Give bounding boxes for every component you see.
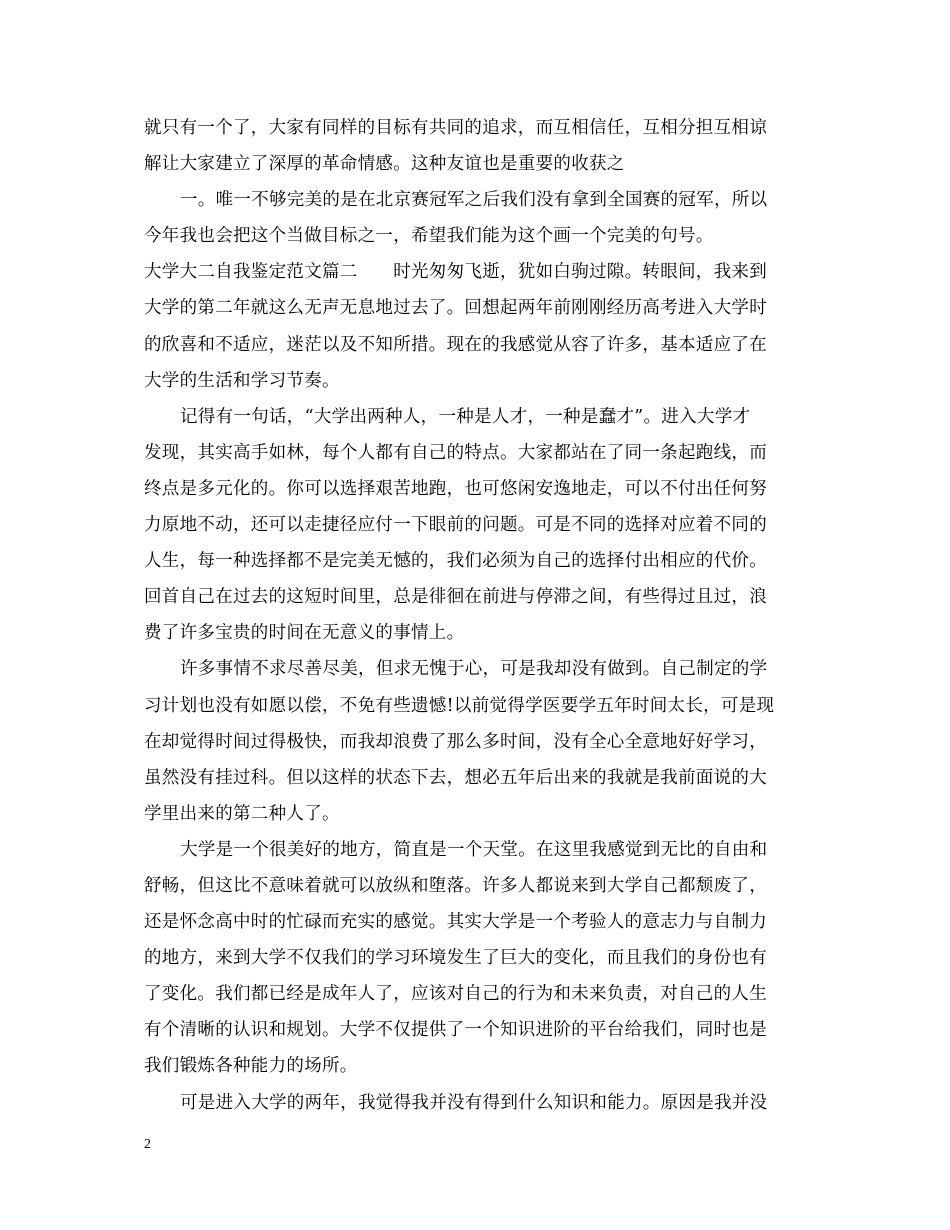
text-line: 有个清晰的认识和规划。大学不仅提供了一个知识进阶的平台给我们，同时也是 (144, 1020, 767, 1041)
text-line: 解让大家建立了深厚的革命情感。这种友谊也是重要的收获之 (144, 154, 625, 175)
text-line: 习计划也没有如愿以偿，不免有些遗憾!以前觉得学医要学五年时间太长，可是现 (144, 695, 775, 716)
text-line: 人生，每一种选择都不是完美无憾的，我们必须为自己的选择付出相应的代价。 (144, 551, 767, 572)
text-line: 还是怀念高中时的忙碌而充实的感觉。其实大学是一个考验人的意志力与自制力 (144, 912, 767, 933)
text-line: 大学是一个很美好的地方，简直是一个天堂。在这里我感觉到无比的自由和 (180, 839, 768, 860)
text-line: 就只有一个了，大家有同样的目标有共同的追求，而互相信任，互相分担互相谅 (144, 118, 767, 138)
text-line: 虽然没有挂过科。但以这样的状态下去，想必五年后出来的我就是我前面说的大 (144, 767, 767, 788)
text-line: 费了许多宝贵的时间在无意义的事情上。 (144, 623, 465, 644)
text-line: 舒畅，但这比不意味着就可以放纵和堕落。许多人都说来到大学自己都颓废了， (144, 875, 767, 896)
page-number: 2 (144, 1137, 151, 1152)
text-line: 学里出来的第二种人了。 (144, 803, 340, 824)
text-line: 了变化。我们都已经是成年人了，应该对自己的行为和未来负责，对自己的人生 (144, 984, 767, 1005)
text-line: 许多事情不求尽善尽美，但求无愧于心，可是我却没有做到。自己制定的学 (180, 659, 768, 680)
text-line: 力原地不动，还可以走捷径应付一下眼前的问题。可是不同的选择对应着不同的 (144, 515, 767, 536)
text-line: 可是进入大学的两年，我觉得我并没有得到什么知识和能力。原因是我并没 (180, 1092, 768, 1113)
text-line: 终点是多元化的。你可以选择艰苦地跑，也可悠闲安逸地走，可以不付出任何努 (144, 478, 767, 499)
text-line: 记得有一句话，“大学出两种人，一种是人才，一种是蠢才”。进入大学才 (180, 406, 751, 427)
text-line: 在却觉得时间过得极快，而我却浪费了那么多时间，没有全心全意地好好学习， (144, 731, 767, 752)
text-line: 大学的第二年就这么无声无息地过去了。回想起两年前刚刚经历高考进入大学时 (144, 298, 767, 319)
text-line: 发现，其实高手如林，每个人都有自己的特点。大家都站在了同一条起跑线，而 (144, 442, 767, 463)
text-line: 的地方，来到大学不仅我们的学习环境发生了巨大的变化，而且我们的身份也有 (144, 948, 767, 969)
text-line: 一。唯一不够完美的是在北京赛冠军之后我们没有拿到全国赛的冠军，所以 (180, 190, 768, 211)
text-line: 回首自己在过去的这短时间里，总是徘徊在前进与停滞之间，有些得过且过，浪 (144, 587, 767, 608)
text-line: 今年我也会把这个当做目标之一，希望我们能为这个画一个完美的句号。 (144, 226, 714, 247)
text-line: 我们锻炼各种能力的场所。 (144, 1056, 358, 1077)
text-line: 的欣喜和不适应，迷茫以及不知所措。现在的我感觉从容了许多，基本适应了在 (144, 334, 767, 355)
text-line: 大学的生活和学习节奏。 (144, 370, 340, 391)
text-line: 大学大二自我鉴定范文篇二 时光匆匆飞逝，犹如白驹过隙。转眼间，我来到 (144, 262, 767, 283)
body-text (144, 110, 814, 1121)
